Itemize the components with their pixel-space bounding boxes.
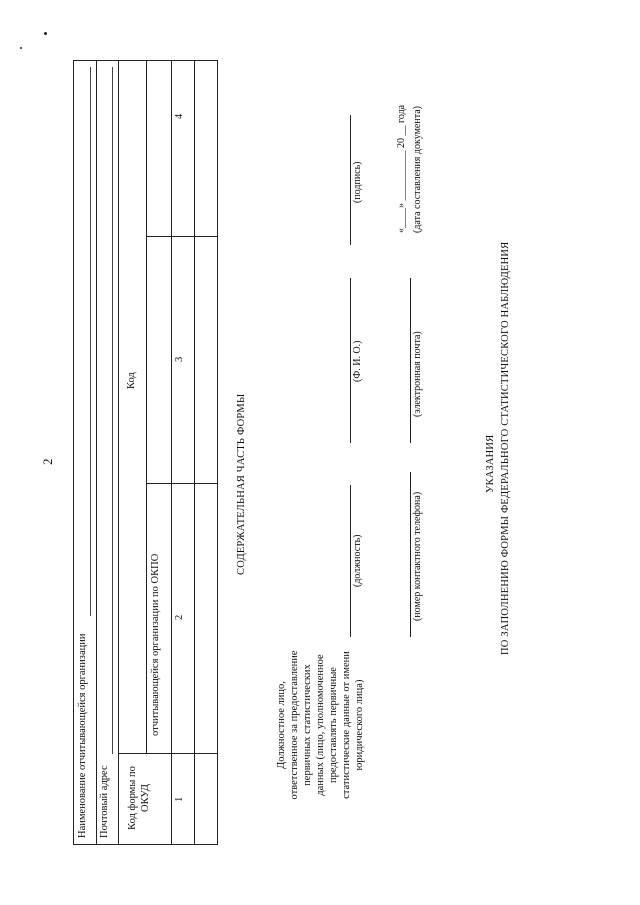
col-number-1: 1 — [174, 796, 185, 802]
code-group-label: Код — [126, 372, 137, 389]
date-caption: (дата составления документа) — [412, 106, 423, 233]
responsible-line: первичных статистических — [302, 664, 313, 786]
instructions-title: УКАЗАНИЯ — [485, 434, 496, 493]
col-number-2: 2 — [174, 614, 185, 620]
row-divider — [171, 61, 172, 844]
row-divider — [146, 61, 147, 754]
page-number: 2 — [40, 458, 55, 465]
col-divider — [146, 483, 217, 484]
fio-caption: (Ф. И. О.) — [352, 340, 363, 382]
scan-speck — [20, 47, 22, 49]
col-divider — [146, 236, 217, 237]
responsible-line: юридического лица) — [354, 679, 365, 771]
instructions-subtitle: ПО ЗАПОЛНЕНИЮ ФОРМЫ ФЕДЕРАЛЬНОГО СТАТИСТИЧЕСКОГО НАБЛЮДЕНИЯ — [500, 241, 511, 655]
position-caption: (должность) — [352, 534, 363, 587]
org-name-fill-line — [90, 67, 91, 616]
responsible-line: статистические данные от имени — [341, 651, 352, 799]
responsible-line: Должностное лицо, — [276, 681, 287, 769]
email-caption: (электронная почта) — [412, 331, 423, 417]
date-line: «____» __________ 20 __ года — [396, 104, 407, 233]
postal-address-label: Почтовый адрес — [99, 765, 110, 838]
phone-caption: (номер контактного телефона) — [412, 491, 423, 621]
org-name-label: Наименование отчитывающейся организации — [77, 633, 88, 838]
okud-label: Код формы по ОКУД — [127, 766, 151, 830]
col-divider — [118, 753, 217, 754]
row-divider — [118, 61, 119, 844]
fio-line — [350, 278, 351, 443]
col-number-3: 3 — [174, 356, 185, 362]
postal-address-fill-line — [112, 67, 113, 754]
responsible-line: ответственное за предоставление — [289, 650, 300, 800]
phone-line — [410, 472, 411, 637]
responsible-line: данных (лицо, уполномоченное — [315, 654, 326, 796]
col-number-4: 4 — [174, 113, 185, 119]
header-table — [73, 60, 218, 845]
signature-caption: (подпись) — [352, 161, 363, 203]
scan-speck — [44, 32, 47, 35]
row-divider — [194, 61, 195, 844]
responsible-person-label — [275, 645, 366, 805]
okpo-label: отчитывающейся организации по ОКПО — [150, 553, 161, 736]
position-line — [350, 485, 351, 637]
row-divider — [96, 61, 97, 844]
email-line — [410, 278, 411, 443]
responsible-line: предоставлять первичные — [328, 667, 339, 783]
section-title: СОДЕРЖАТЕЛЬНАЯ ЧАСТЬ ФОРМЫ — [236, 393, 247, 575]
signature-line — [350, 115, 351, 245]
